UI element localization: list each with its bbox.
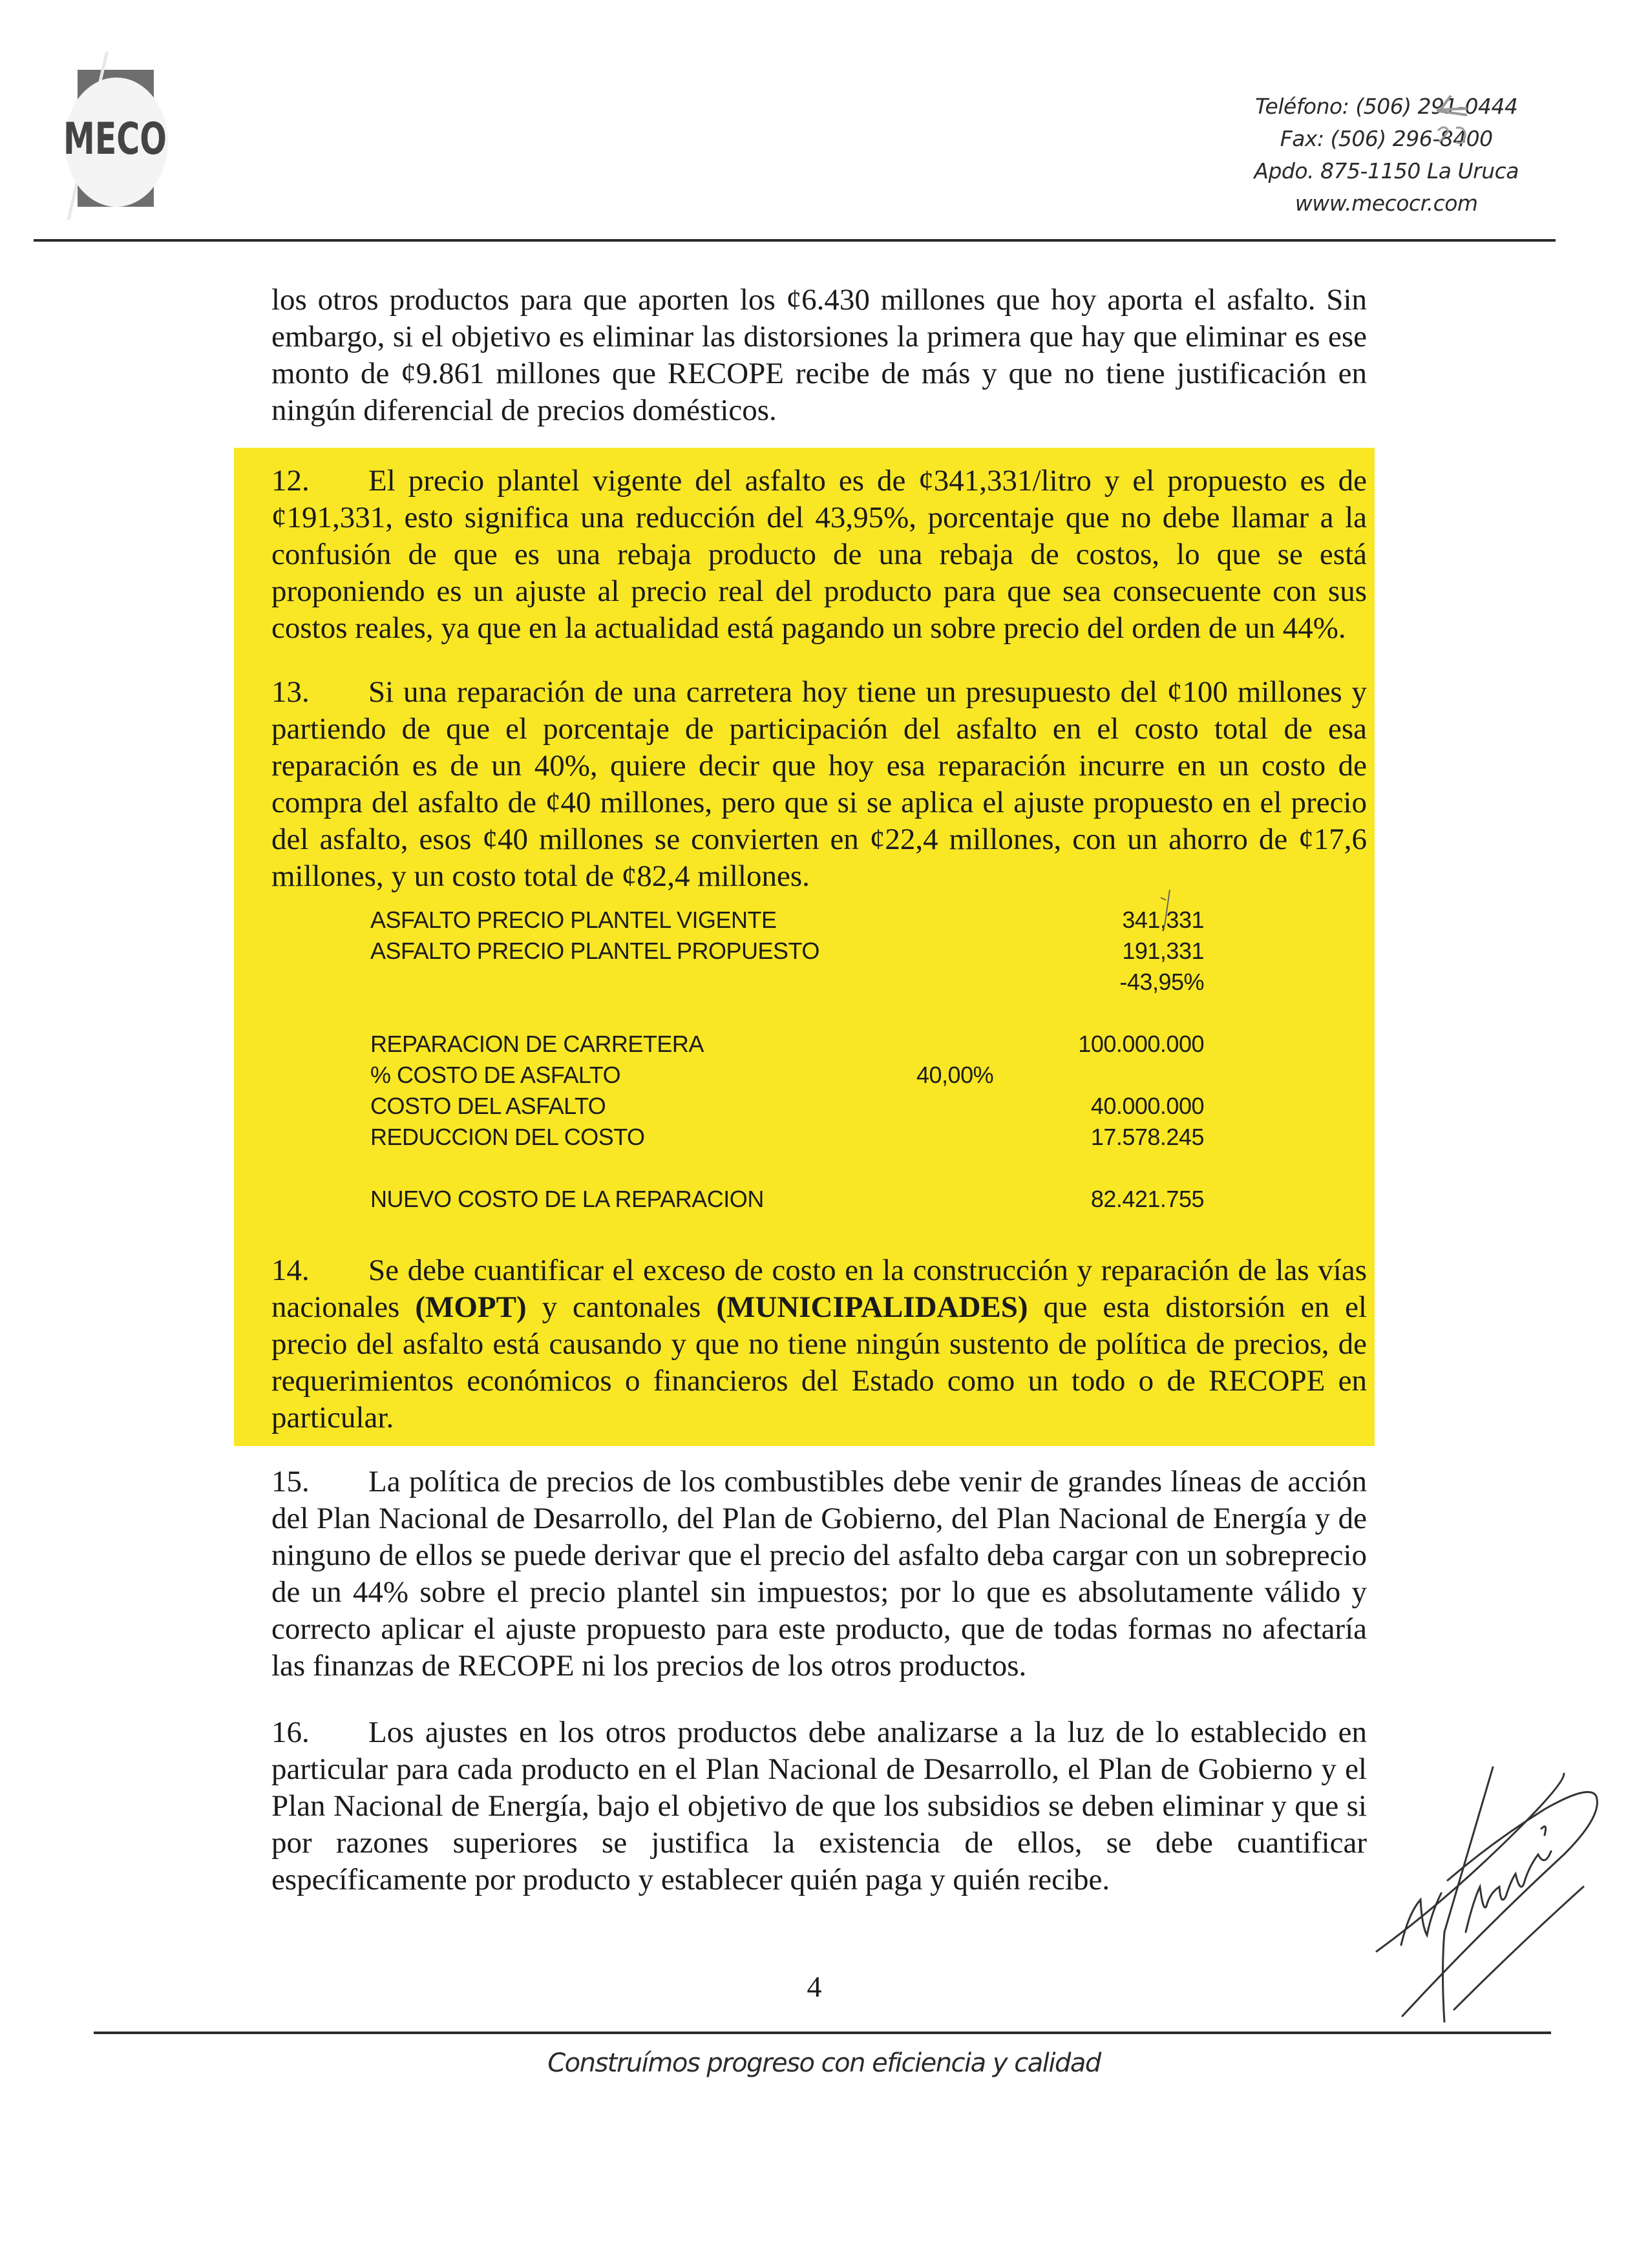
logo-text: MECO <box>63 114 167 165</box>
contact-block <box>1254 90 1519 220</box>
row-value: 17.578.245 <box>1090 1124 1204 1150</box>
cost-table <box>370 905 1249 1215</box>
row-value: 341,331 <box>1122 907 1204 933</box>
table-row <box>370 936 1249 967</box>
item-text: Se debe cuantificar el exceso de costo en la construcción y reparación de las vías nacionales <box>271 1254 1367 1324</box>
row-label: NUEVO COSTO DE LA REPARACION <box>370 1186 764 1212</box>
item-number: 15. <box>271 1465 310 1498</box>
signature <box>1351 1738 1635 2022</box>
footer-divider <box>94 2032 1551 2034</box>
phone-number: Teléfono: (506) 291-0444 <box>1254 94 1518 119</box>
header-divider <box>34 239 1556 242</box>
table-row <box>370 1122 1249 1153</box>
row-label: REDUCCION DEL COSTO <box>370 1124 645 1150</box>
item-15 <box>271 1464 1367 1685</box>
item-number: 12. <box>271 464 310 498</box>
table-row <box>370 1091 1249 1122</box>
item-text: Los ajustes en los otros productos debe analizarse a la luz de lo establecido en particular para cada producto en el Plan Nacional de Desarrollo, el Plan de Gobierno y el Plan Nacional de Energía, bajo el objetivo de que los subsidios se deben eliminar y que si por razones superiores se justifica la existencia de ellos, se debe cuantificar específicamente por producto y establecer quién paga y quién recibe. <box>271 1716 1367 1896</box>
fax-number: Fax: (506) 296-8400 <box>1280 126 1493 151</box>
row-value: 191,331 <box>1122 938 1204 964</box>
row-label: REPARACION DE CARRETERA <box>370 1031 704 1057</box>
mopt-acronym: (MOPT) <box>415 1290 527 1324</box>
row-label: COSTO DEL ASFALTO <box>370 1093 606 1119</box>
item-12 <box>271 463 1367 647</box>
row-value: 100.000.000 <box>1078 1031 1204 1057</box>
company-logo <box>39 52 297 220</box>
item-text: Si una reparación de una carretera hoy tiene un presupuesto del ¢100 millones y partiendo de que el porcentaje de participación del asfalto en el costo total de esa reparación es de un 40%, quiere decir que hoy esa reparación incurre en un costo de compra del asfalto de ¢40 millones, pero que si se aplica el ajuste propuesto en el precio del asfalto, esos ¢40 millones se convierten en ¢22,4 millones, con un ahorro de ¢17,6 millones, y un costo total de ¢82,4 millones. <box>271 675 1367 893</box>
row-label: ASFALTO PRECIO PLANTEL PROPUESTO <box>370 938 819 964</box>
table-row <box>370 1029 1249 1060</box>
row-mid-value: 40,00% <box>916 1062 994 1088</box>
row-value: 82.421.755 <box>1090 1186 1204 1212</box>
postal-address: Apdo. 875-1150 La Uruca <box>1254 158 1519 184</box>
row-label: % COSTO DE ASFALTO <box>370 1062 621 1088</box>
item-text: El precio plantel vigente del asfalto es de ¢341,331/litro y el propuesto es de ¢191,331, esto significa una reducción del 43,95%, porcentaje que no debe llamar a la confusión de que es una rebaja producto de una rebaja de costos, lo que se está proponiendo es un ajuste al precio real del producto para que sea consecuente con sus costos reales, ya que en la actualidad está pagando un sobre precio del orden de un 44%. <box>271 464 1367 645</box>
row-value: -43,95% <box>1119 969 1204 995</box>
municipalidades-acronym: (MUNICIPALIDADES) <box>716 1290 1028 1324</box>
website-link[interactable]: www.mecocr.com <box>1294 191 1478 216</box>
handwritten-folio-number <box>1431 90 1477 152</box>
table-row <box>370 1060 1249 1091</box>
item-text: que esta distorsión en el precio del asfalto está causando y que no tiene ningún sustento de política de precios, de requerimientos económicos o financieros del Estado como un todo o de RECOPE en particular. <box>271 1290 1367 1434</box>
item-number: 13. <box>271 675 310 709</box>
row-label: ASFALTO PRECIO PLANTEL VIGENTE <box>370 907 777 933</box>
item-14 <box>271 1252 1367 1436</box>
item-text: La política de precios de los combustibles debe venir de grandes líneas de acción del Plan Nacional de Desarrollo, del Plan de Gobierno, del Plan Nacional de Energía y de ninguno de ellos se puede derivar que el precio del asfalto deba cargar con un sobreprecio de un 44% sobre el precio plantel sin impuestos; por lo que es absolutamente válido y correcto aplicar el ajuste propuesto para este producto, que de todas formas no afectaría las finanzas de RECOPE ni los precios de los otros productos. <box>271 1465 1367 1683</box>
table-total-row <box>370 1184 1249 1215</box>
company-tagline: Construímos progreso con eficiencia y calidad <box>547 2048 1101 2078</box>
table-row <box>370 967 1249 998</box>
item-number: 14. <box>271 1254 310 1287</box>
item-number: 16. <box>271 1716 310 1749</box>
item-16 <box>271 1714 1367 1898</box>
item-text: y cantonales <box>526 1290 717 1324</box>
page-number: 4 <box>807 1970 822 2003</box>
table-row <box>370 905 1249 936</box>
item-13 <box>271 674 1367 895</box>
row-value: 40.000.000 <box>1090 1093 1204 1119</box>
intro-paragraph: los otros productos para que aporten los ¢6.430 millones que hoy aporta el asfalto. Sin embargo, si el objetivo es eliminar las distorsiones la primera que hay que eliminar es ese monto de ¢9.861 millones que RECOPE recibe de más y que no tiene justificación en ningún diferencial de precios domésticos. <box>271 283 1367 427</box>
